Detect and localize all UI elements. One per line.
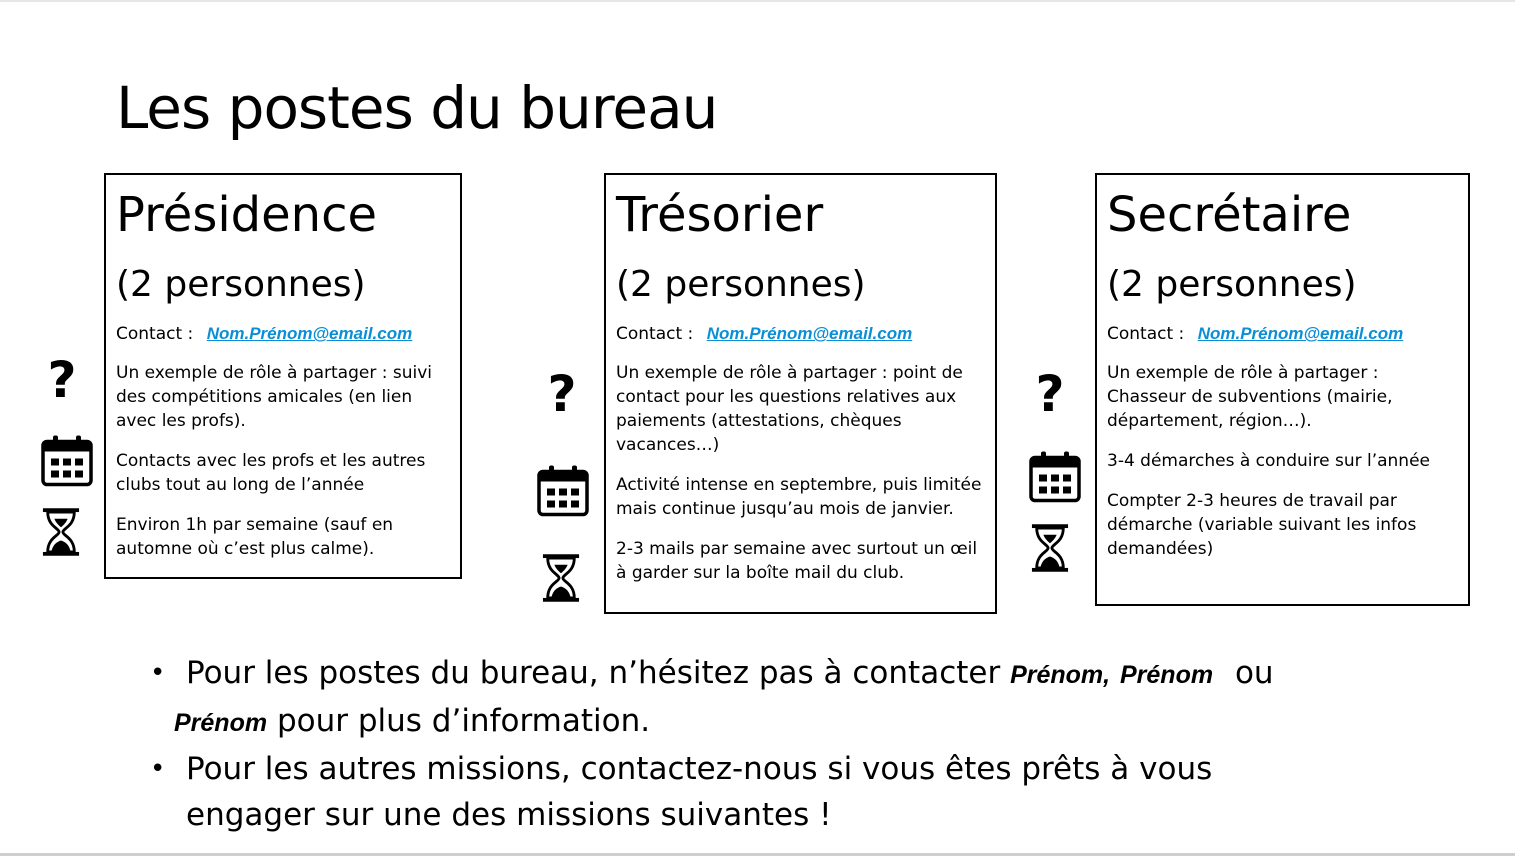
contact-name: Prénom <box>1010 661 1104 689</box>
bullet-text: Pour les autres missions, contactez-nous si vous êtes prêts à vous engager sur une des missions suivantes ! <box>186 751 1213 833</box>
bullet-dot: • <box>150 754 166 784</box>
contact-label: Contact : <box>116 324 194 344</box>
contact-line <box>616 323 985 345</box>
bullet-list <box>150 650 1350 838</box>
card-subtitle: (2 personnes) <box>616 264 866 305</box>
bullet-text: Pour les postes du bureau, n’hésitez pas à contacter <box>186 655 1001 691</box>
top-divider <box>0 0 1515 2</box>
activity-text: Contacts avec les profs et les autres clubs tout au long de l’année <box>116 451 426 495</box>
card-title: Présidence <box>116 187 377 243</box>
slide-title: Les postes du bureau <box>116 74 718 142</box>
bullet-text: pour plus d’information. <box>276 703 651 739</box>
question-icon: ? <box>1035 365 1065 423</box>
name-separator: , <box>1103 661 1111 689</box>
role-text: Un exemple de rôle à partager : point de contact pour les questions relatives aux paiements (attestations, chèques vacances…) <box>616 363 963 455</box>
email-link[interactable]: Nom.Prénom@email.com <box>206 324 413 343</box>
bullet-text: ou <box>1234 655 1274 691</box>
card-subtitle: (2 personnes) <box>1107 264 1357 305</box>
contact-label: Contact : <box>616 324 694 344</box>
contact-line <box>116 323 450 345</box>
card-secretaire <box>1095 173 1470 606</box>
time-text: Environ 1h par semaine (sauf en automne où c’est plus calme). <box>116 515 394 559</box>
card-subtitle: (2 personnes) <box>116 264 366 305</box>
calendar-icon <box>537 463 589 518</box>
email-link[interactable]: Nom.Prénom@email.com <box>706 324 913 343</box>
card-presidence <box>104 173 462 579</box>
hourglass-icon <box>542 553 580 603</box>
hourglass-icon <box>1031 523 1069 573</box>
email-link[interactable]: Nom.Prénom@email.com <box>1197 324 1404 343</box>
bullet-dot: • <box>150 658 166 688</box>
role-text: Un exemple de rôle à partager : Chasseur de subventions (mairie, département, région…). <box>1107 363 1393 431</box>
contact-name: Prénom <box>1119 661 1214 689</box>
calendar-icon <box>41 433 93 488</box>
activity-text: Activité intense en septembre, puis limitée mais continue jusqu’au mois de janvier. <box>616 475 982 519</box>
contact-label: Contact : <box>1107 324 1185 344</box>
calendar-icon <box>1029 449 1081 504</box>
role-text: Un exemple de rôle à partager : suivi des compétitions amicales (en lien avec les profs). <box>116 363 432 431</box>
contact-line <box>1107 323 1458 345</box>
bullet-item <box>150 746 1226 838</box>
bullet-item <box>150 650 1350 746</box>
question-icon: ? <box>547 365 577 423</box>
question-icon: ? <box>47 351 77 409</box>
time-text: 2-3 mails par semaine avec surtout un œil à garder sur la boîte mail du club. <box>616 539 978 583</box>
card-tresorier <box>604 173 997 614</box>
card-title: Trésorier <box>616 187 824 243</box>
card-title: Secrétaire <box>1107 187 1352 243</box>
hourglass-icon <box>42 507 80 557</box>
contact-name: Prénom <box>174 709 268 737</box>
activity-text: 3-4 démarches à conduire sur l’année <box>1107 451 1430 471</box>
time-text: Compter 2-3 heures de travail par démarche (variable suivant les infos demandées) <box>1107 491 1417 559</box>
